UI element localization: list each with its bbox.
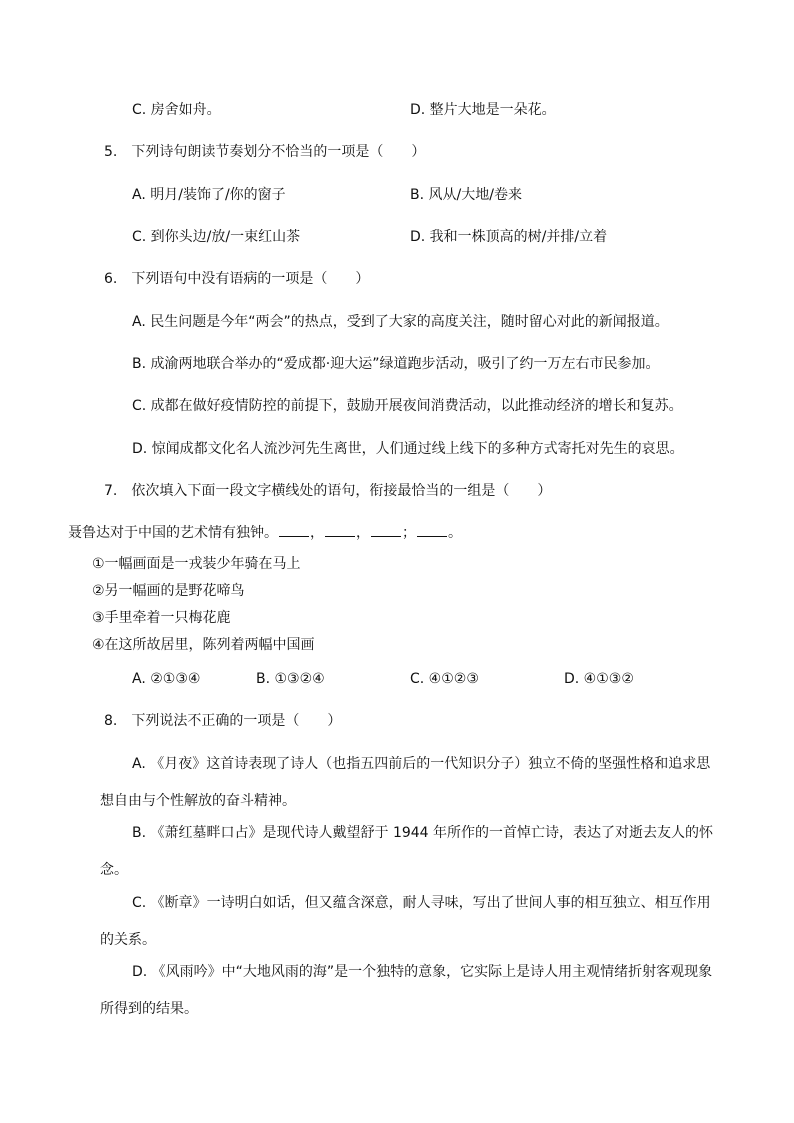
q8-option-b-line1: B. 《萧红墓畔口占》是现代诗人戴望舒于 1944 年所作的一首悼亡诗，表达了对逝去友人的怀 <box>132 825 714 841</box>
q6-stem: 6. 下列语句中没有语病的一项是（ ） <box>104 271 370 287</box>
q5-stem: 5. 下列诗句朗读节奏划分不恰当的一项是（ ） <box>104 144 426 160</box>
q8-option-b-line2: 念。 <box>100 862 128 878</box>
q5-option-b: B. 风从/大地/卷来 <box>410 187 522 203</box>
q4-option-d: D. 整片大地是一朵花。 <box>410 102 556 118</box>
q7-option-b: B. ①③②④ <box>256 671 325 687</box>
q8-option-c-line1: C. 《断章》一诗明白如话，但又蕴含深意，耐人寻味，写出了世间人事的相互独立、相互作用 <box>132 895 711 911</box>
q6-option-a: A. 民生问题是今年“两会”的热点，受到了大家的高度关注，随时留心对此的新闻报道。 <box>132 314 669 330</box>
fill-blank-2 <box>325 522 355 537</box>
q7-passage-lead: 聂鲁达对于中国的艺术情有独钟。 <box>68 525 278 541</box>
q8-stem: 8. 下列说法不正确的一项是（ ） <box>104 713 342 729</box>
q8-option-c-line2: 的关系。 <box>100 932 156 948</box>
q5-option-d: D. 我和一株顶高的树/并排/立着 <box>410 229 608 245</box>
q8-option-a-line2: 想自由与个性解放的奋斗精神。 <box>100 793 296 809</box>
q8-option-d-line2: 所得到的结果。 <box>100 1001 198 1017</box>
q7-option-a: A. ②①③④ <box>132 671 201 687</box>
q7-item-3: ③手里牵着一只梅花鹿 <box>92 610 231 626</box>
fill-blank-1 <box>279 522 309 537</box>
q4-option-c: C. 房舍如舟。 <box>132 102 221 118</box>
q6-option-b: B. 成渝两地联合举办的“爱成都·迎大运”绿道跑步活动，吸引了约一万左右市民参加。 <box>132 356 660 372</box>
q7-end: 。 <box>448 525 462 541</box>
q6-option-c: C. 成都在做好疫情防控的前提下，鼓励开展夜间消费活动，以此推动经济的增长和复苏。 <box>132 398 683 414</box>
q8-option-d-line1: D. 《风雨吟》中“大地风雨的海”是一个独特的意象，它实际上是诗人用主观情绪折射客观现象 <box>132 964 713 980</box>
q7-item-4: ④在这所故居里，陈列着两幅中国画 <box>92 637 315 653</box>
q7-sep-2: ， <box>356 525 370 541</box>
q6-option-d: D. 惊闻成都文化名人流沙河先生离世，人们通过线上线下的多种方式寄托对先生的哀思。 <box>132 441 684 457</box>
q7-item-2: ②另一幅画的是野花啼鸟 <box>92 583 245 599</box>
fill-blank-3 <box>371 522 401 537</box>
q7-option-c: C. ④①②③ <box>410 671 479 687</box>
q8-option-a-line1: A. 《月夜》这首诗表现了诗人（也指五四前后的一代知识分子）独立不倚的坚强性格和追求思 <box>132 756 711 772</box>
q7-item-1: ①一幅画面是一戎装少年骑在马上 <box>92 556 301 572</box>
q7-sep-1: ， <box>310 525 324 541</box>
fill-blank-4 <box>417 522 447 537</box>
q7-stem: 7. 依次填入下面一段文字横线处的语句，衔接最恰当的一组是（ ） <box>104 483 552 499</box>
q7-option-d: D. ④①③② <box>564 671 634 687</box>
q5-option-c: C. 到你头边/放/一束红山茶 <box>132 229 301 245</box>
q7-sep-3: ； <box>402 525 416 541</box>
q7-passage <box>68 522 462 543</box>
q5-option-a: A. 明月/装饰了/你的窗子 <box>132 187 286 203</box>
